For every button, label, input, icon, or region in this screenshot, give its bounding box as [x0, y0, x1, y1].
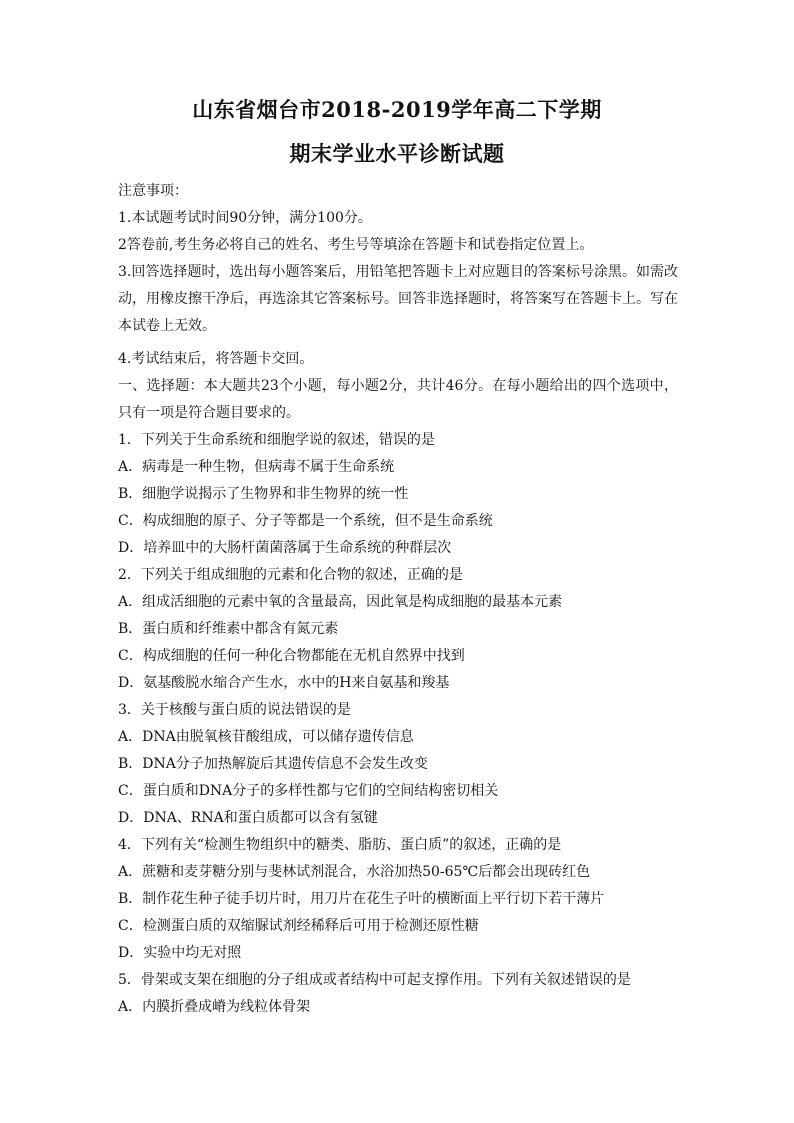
notice-item-1: 1.本试题考试时间90分钟，满分100分。 [118, 210, 372, 226]
question-4-stem: 4．下列有关“检测生物组织中的糖类、脂肪、蛋白质”的叙述，正确的是 [118, 837, 562, 853]
question-3-stem: 3．关于核酸与蛋白质的说法错误的是 [118, 702, 351, 718]
notice-item-2: 2答卷前,考生务必将自己的姓名、考生号等填涂在答题卡和试卷指定位置上。 [118, 237, 594, 253]
exam-title-line1: 山东省烟台市2018-2019学年高二下学期 [192, 97, 602, 122]
exam-title-line2: 期末学业水平诊断试题 [289, 141, 505, 166]
question-4-option-b: B．制作花生种子徒手切片时，用刀片在花生子叶的横断面上平行切下若干薄片 [118, 891, 605, 907]
question-3-option-d: D．DNA、RNA和蛋白质都可以含有氢键 [118, 810, 378, 826]
question-1-option-a: A．病毒是一种生物，但病毒不属于生命系统 [118, 459, 395, 475]
question-4-option-c: C．检测蛋白质的双缩脲试剂经稀释后可用于检测还原性糖 [118, 918, 479, 934]
question-1-stem: 1．下列关于生命系统和细胞学说的叙述，错误的是 [118, 432, 435, 448]
question-1-option-d: D．培养皿中的大肠杆菌菌落属于生命系统的种群层次 [118, 540, 452, 556]
question-1-option-c: C．构成细胞的原子、分子等都是一个系统，但不是生命系统 [118, 513, 493, 529]
question-2-option-d: D．氨基酸脱水缩合产生水，水中的H来自氨基和羧基 [118, 675, 450, 691]
notice-item-3: 3.回答选择题时，选出每小题答案后，用铅笔把答题卡上对应题目的答案标号涂黑。如需改动，用橡皮擦干净后，再选涂其它答案标号。回答非选择题时，将答案写在答题卡上。写在本试卷上无效。 [118, 264, 678, 334]
question-5-option-a: A．内膜折叠成嵴为线粒体骨架 [118, 999, 311, 1015]
notice-header: 注意事项： [118, 183, 188, 199]
question-2-stem: 2．下列关于组成细胞的元素和化合物的叙述，正确的是 [118, 567, 463, 583]
exam-content [118, 178, 678, 1021]
question-3-option-c: C．蛋白质和DNA分子的多样性都与它们的空间结构密切相关 [118, 783, 499, 799]
question-4-option-d: D．实验中均无对照 [118, 945, 242, 961]
question-5-stem: 5．骨架或支架在细胞的分子组成或者结构中可起支撑作用。下列有关叙述错误的是 [118, 972, 631, 988]
question-2-option-b: B．蛋白质和纤维素中都含有氮元素 [118, 621, 339, 637]
question-2-option-c: C．构成细胞的任何一种化合物都能在无机自然界中找到 [118, 648, 465, 664]
question-3-option-a: A．DNA由脱氧核苷酸组成，可以储存遗传信息 [118, 729, 414, 745]
question-1-option-b: B．细胞学说揭示了生物界和非生物界的统一性 [118, 486, 409, 502]
notice-item-4: 4.考试结束后，将答题卡交回。 [118, 351, 314, 367]
question-2-option-a: A．组成活细胞的元素中氧的含量最高，因此氧是构成细胞的最基本元素 [118, 594, 563, 610]
question-4-option-a: A．蔗糖和麦芽糖分别与斐林试剂混合，水浴加热50-65℃后都会出现砖红色 [118, 864, 591, 880]
section-intro: 一、选择题：本大题共23个小题，每小题2分，共计46分。在每小题给出的四个选项中，只有一项是符合题目要求的。 [118, 378, 678, 421]
question-3-option-b: B．DNA分子加热解旋后其遗传信息不会发生改变 [118, 756, 428, 772]
